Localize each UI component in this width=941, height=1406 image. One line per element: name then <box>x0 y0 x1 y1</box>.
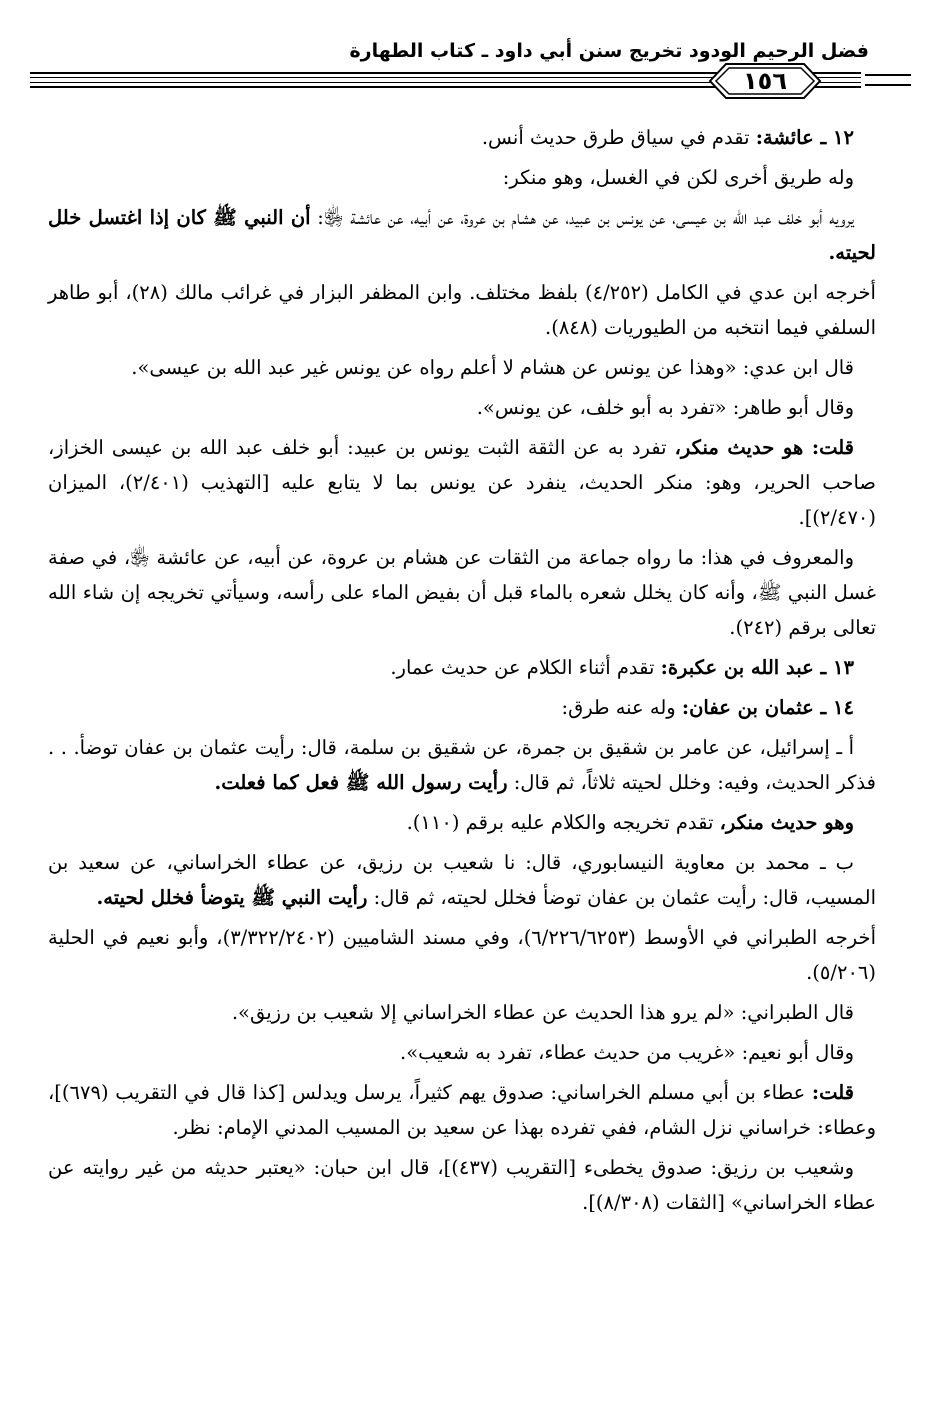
paragraph <box>48 1075 876 1145</box>
text-run: أخرجه الطبراني في الأوسط (٦/٢٢٦/٦٢٥٣)، وفي مسند الشاميين (٣/٣٢٢/٢٤٠٢)، وأبو نعيم في الحلية (٥/٢٠٦). <box>48 926 876 984</box>
paragraph <box>48 690 876 725</box>
bold-text: أن النبي ﷺ كان إذا اغتسل خلل لحيته. <box>48 206 876 264</box>
text-run: وقال أبو طاهر: «تفرد به أبو خلف، عن يونس». <box>476 396 854 419</box>
bold-text: قلت: هو حديث منكر، <box>674 436 854 459</box>
text-run: تقدم في سياق طرق حديث أنس. <box>481 126 756 149</box>
paragraph <box>48 1035 876 1070</box>
bold-text: ١٤ ـ عثمان بن عفان: <box>681 696 854 719</box>
bold-text: رأيت رسول الله ﷺ فعل كما فعلت. <box>214 771 508 794</box>
text-run: يرويه أبو خلف عبد الله بن عيسى، عن يونس بن عبيد، عن هشام بن عروة، عن أبيه، عن عائشة ﵂: <box>310 206 854 229</box>
paragraph <box>48 275 876 345</box>
paragraph <box>48 920 876 990</box>
header-rule <box>865 84 911 86</box>
paragraph <box>48 430 876 535</box>
paragraph <box>48 1150 876 1220</box>
bold-text: وهو حديث منكر، <box>719 811 854 834</box>
paragraph <box>48 805 876 840</box>
bold-text: رأيت النبي ﷺ يتوضأ فخلل لحيته. <box>96 886 368 909</box>
paragraph <box>48 390 876 425</box>
text-run: وشعيب بن رزيق: صدوق يخطىء [التقريب (٤٣٧)]، قال ابن حبان: «يعتبر حديثه من غير روايته عن عطاء الخراساني» [الثقات (٨/٣٠٨)]. <box>48 1156 876 1214</box>
paragraph <box>48 650 876 685</box>
text-run: وله طريق أخرى لكن في الغسل، وهو منكر: <box>502 166 854 189</box>
text-run: قال الطبراني: «لم يرو هذا الحديث عن عطاء الخراساني إلا شعيب بن رزيق». <box>231 1001 854 1024</box>
text-run: والمعروف في هذا: ما رواه جماعة من الثقات عن هشام بن عروة، عن أبيه، عن عائشة ﵂، في صفة غسل النبي ﷺ، وأنه كان يخلل شعره بالماء قبل أن بفيض الماء على رأسه، وسيأتي تخريجه إن شاء الله تعالى برقم (٢٤٢). <box>48 546 876 639</box>
body-text <box>48 120 876 1225</box>
text-run: أخرجه ابن عدي في الكامل (٤/٢٥٢) بلفظ مختلف. وابن المظفر البزار في غرائب مالك (٢٨)، أبو طاهر السلفي فيما انتخبه من الطيوريات (٨٤٨). <box>48 281 876 339</box>
bold-text: ١٢ ـ عائشة: <box>755 126 854 149</box>
text-run: وقال أبو نعيم: «غريب من حديث عطاء، تفرد به شعيب». <box>400 1041 854 1064</box>
header-rule <box>865 74 911 76</box>
page-number: ١٥٦ <box>743 67 787 95</box>
bold-text: قلت: <box>811 1081 854 1104</box>
paragraph <box>48 995 876 1030</box>
text-run: قال ابن عدي: «وهذا عن يونس عن هشام لا أعلم رواه عن يونس غير عبد الله بن عيسى». <box>131 356 854 379</box>
paragraph <box>48 200 876 270</box>
text-run: تقدم تخريجه والكلام عليه برقم (١١٠). <box>406 811 720 834</box>
text-run: تقدم أثناء الكلام عن حديث عمار. <box>390 656 661 679</box>
text-run: أ ـ إسرائيل، عن عامر بن شقيق بن جمرة، عن شقيق بن سلمة، قال: رأيت عثمان بن عفان توضأ. . . فذكر الحديث، وفيه: وخلل لحيته ثلاثاً، ثم قال: <box>48 736 876 794</box>
paragraph <box>48 730 876 800</box>
paragraph <box>48 120 876 155</box>
text-run: تفرد به عن الثقة الثبت يونس بن عبيد: أبو خلف عبد الله بن عيسى الخزاز، صاحب الحرير، وهو: منكر الحديث، ينفرد عن يونس بما لا يتابع عليه [التهذيب (٢/٤٠١)، الميزان (٢/٤٧٠)]. <box>48 436 876 529</box>
text-run: وله عنه طرق: <box>561 696 682 719</box>
running-title: فضل الرحيم الودود تخريج سنن أبي داود ـ كتاب الطهارة <box>349 40 869 62</box>
paragraph <box>48 160 876 195</box>
bold-text: ١٣ ـ عبد الله بن عكبرة: <box>660 656 854 679</box>
text-run: ب ـ محمد بن معاوية النيسابوري، قال: نا شعيب بن رزيق، عن عطاء الخراساني، عن سعيد بن المسيب، قال: رأيت عثمان بن عفان توضأ فخلل لحيته، ثم قال: <box>48 851 876 909</box>
paragraph <box>48 845 876 915</box>
paragraph <box>48 540 876 645</box>
page-number-badge <box>706 58 824 104</box>
paragraph <box>48 350 876 385</box>
text-run: عطاء بن أبي مسلم الخراساني: صدوق يهم كثيراً، يرسل ويدلس [كذا قال في التقريب (٦٧٩)]، وعطاء: خراساني نزل الشام، ففي تفرده بهذا عن سعيد بن المسيب المدني الإمام: نظر. <box>48 1081 876 1139</box>
